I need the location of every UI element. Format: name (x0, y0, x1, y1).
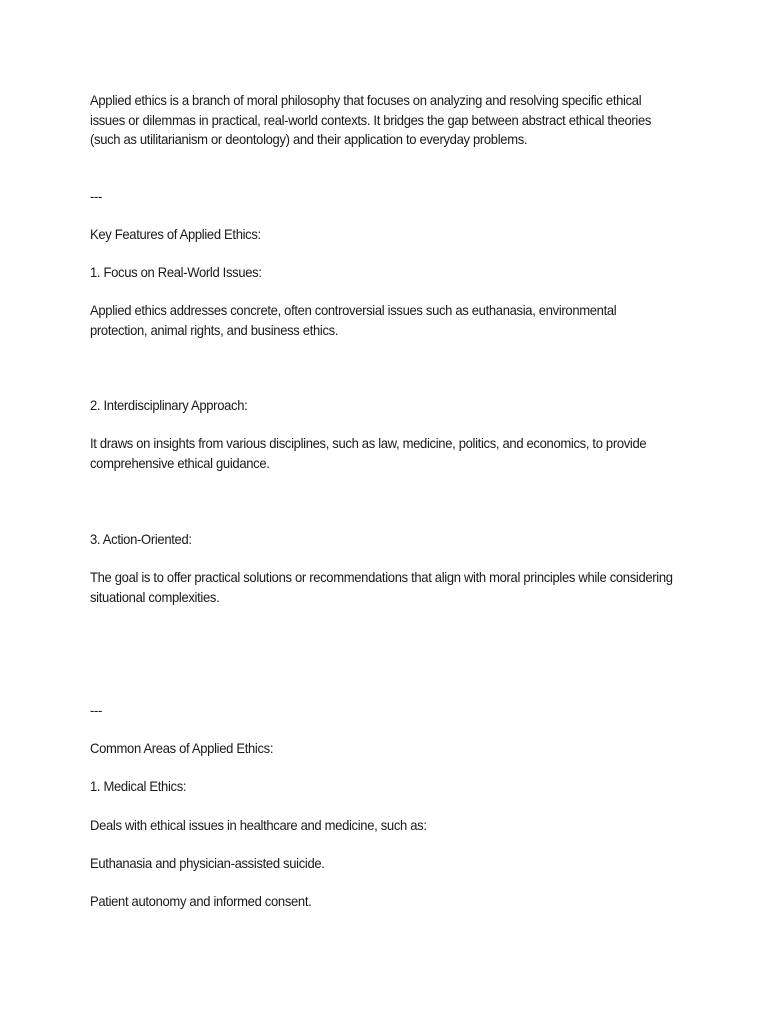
feature-2-line: It draws on insights from various disciplines, such as law, medicine, politics, and economics, to provide (90, 435, 647, 451)
intro-line: (such as utilitarianism or deontology) and their application to everyday problems. (90, 131, 528, 147)
feature-1-paragraph (90, 301, 648, 340)
area-1-item: Patient autonomy and informed consent. (90, 893, 312, 909)
feature-3-line: The goal is to offer practical solutions or recommendations that align with moral principles while considering (90, 569, 673, 585)
feature-1-line: protection, animal rights, and business ethics. (90, 321, 339, 338)
feature-2-title: 2. Interdisciplinary Approach: (90, 397, 248, 413)
area-1-title: 1. Medical Ethics: (90, 778, 187, 794)
feature-3-paragraph (90, 568, 673, 607)
feature-3-line: situational complexities. (90, 588, 220, 605)
key-features-heading: Key Features of Applied Ethics: (90, 226, 261, 242)
intro-line: Applied ethics is a branch of moral philosophy that focuses on analyzing and resolving specific ethical (90, 92, 642, 108)
feature-1-title: 1. Focus on Real-World Issues: (90, 264, 262, 280)
feature-1-line: Applied ethics addresses concrete, often controversial issues such as euthanasia, environmental (90, 302, 617, 318)
feature-3-title: 3. Action-Oriented: (90, 531, 192, 547)
common-areas-heading: Common Areas of Applied Ethics: (90, 740, 274, 756)
intro-line: issues or dilemmas in practical, real-world contexts. It bridges the gap between abstract ethical theories (90, 111, 652, 128)
area-1-intro: Deals with ethical issues in healthcare and medicine, such as: (90, 817, 427, 833)
area-1-item: Euthanasia and physician-assisted suicide. (90, 855, 325, 871)
feature-2-line: comprehensive ethical guidance. (90, 454, 270, 471)
separator: --- (90, 188, 103, 204)
feature-2-paragraph (90, 434, 648, 473)
separator: --- (90, 702, 103, 718)
intro-paragraph (90, 91, 652, 150)
